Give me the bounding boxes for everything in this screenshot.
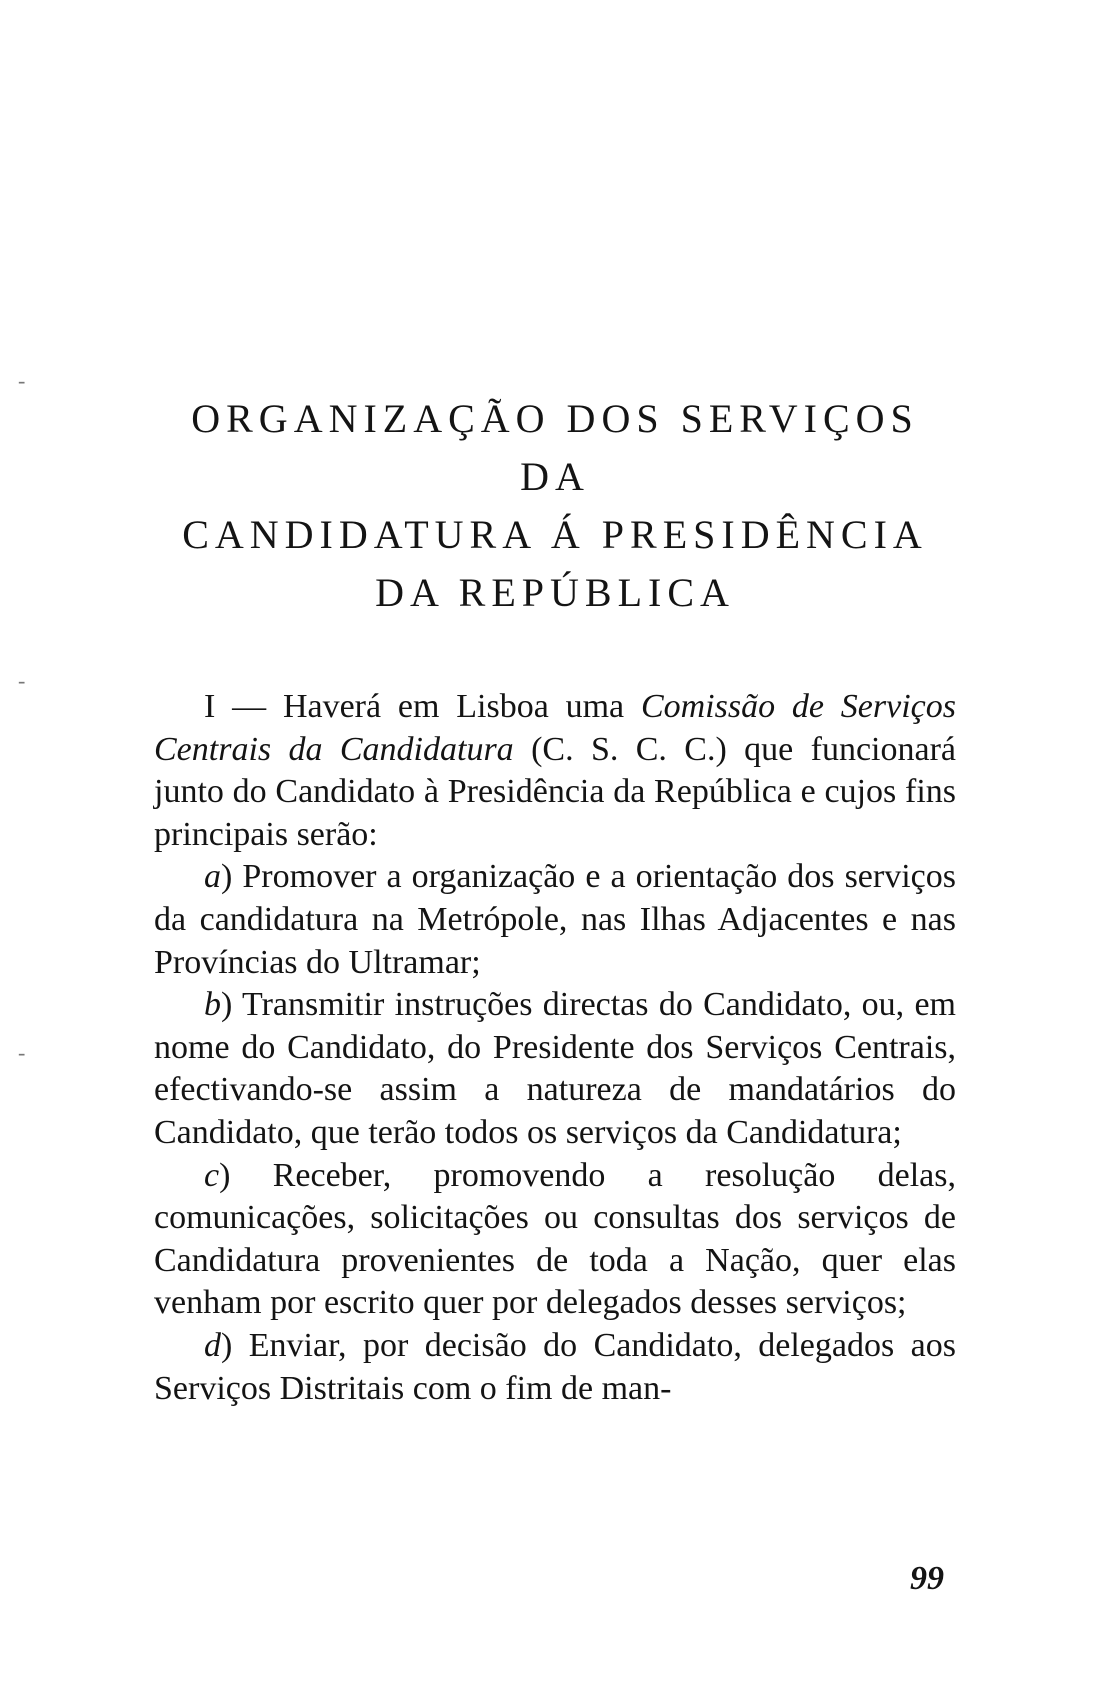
intro-prefix: I — Haverá em Lisboa uma [204,688,641,725]
document-heading [150,390,960,622]
intro-emphasis: Comissão de Serviços Centrais da Candidatura [154,688,956,768]
list-item: d) Enviar, por decisão do Candidato, delegados aos Serviços Distritais com o fim de man- [154,1326,956,1407]
item-text: Enviar, por decisão do Candidato, delegados aos Serviços Distritais com o fim de man- [154,1326,956,1407]
page-number: 99 [910,1560,944,1597]
heading-line-2: DA [520,454,590,499]
item-text: Promover a organização e a orientação dos serviços da candidatura na Metrópole, nas Ilhas Adjacentes e nas Províncias do Ultramar; [154,858,956,981]
margin-mark: - [18,1040,26,1065]
heading-line-4: DA REPÚBLICA [375,570,735,615]
margin-mark: - [18,368,26,393]
body-text [154,686,956,1410]
intro-paragraph [154,686,956,856]
heading-line-3: CANDIDATURA Á PRESIDÊNCIA [182,512,928,557]
item-marker: c [204,1156,220,1194]
intro-suffix: (C. S. C. C.) que funcionará junto do Candidato à Presidência da República e cujos fins principais serão: [154,730,956,853]
item-text: Transmitir instruções directas do Candidato, ou, em nome do Candidato, do Presidente dos Serviços Centrais, efectivando-se assim a natureza de mandatários do Candidato, que terão todos os serviços da Candidatura; [154,986,956,1151]
item-marker: a [204,858,221,896]
list-item: a) Promover a organização e a orientação dos serviços da candidatura na Metrópole, nas Ilhas Adjacentes e nas Províncias do Ultramar; [154,858,956,981]
item-marker: b [204,986,221,1024]
list-item: c) Receber, promovendo a resolução delas, comunicações, solicitações ou consultas dos serviços de Candidatura provenientes de toda a Nação, quer elas venham por escrito quer por delegados desses serviços; [154,1156,956,1322]
margin-mark: - [18,668,26,693]
item-text: Receber, promovendo a resolução delas, comunicações, solicitações ou consultas dos serviços de Candidatura provenientes de toda a Nação, quer elas venham por escrito quer por delegados desses serviços; [154,1156,956,1322]
list-item: b) Transmitir instruções directas do Candidato, ou, em nome do Candidato, do Presidente dos Serviços Centrais, efectivando-se assim a natureza de mandatários do Candidato, que terão todos os serviços da Candidatura; [154,986,956,1151]
heading-line-1: ORGANIZAÇÃO DOS SERVIÇOS [191,396,919,441]
item-marker: d [204,1326,221,1364]
